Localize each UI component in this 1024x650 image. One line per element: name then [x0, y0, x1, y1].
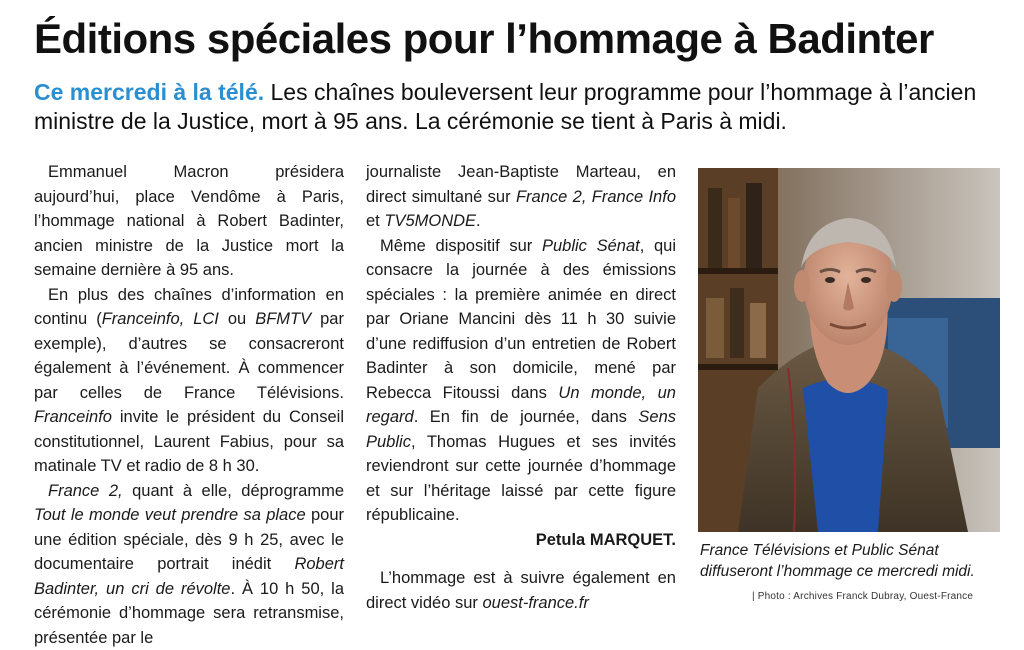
lede-text: Les chaînes bouleversent leur programme pour l’hommage à l’ancien ministre de la Justice, mort à 95 ans. La cérémonie se tient à Paris à midi. — [34, 79, 976, 134]
author-signature: Petula MARQUET. — [366, 528, 676, 553]
paragraph-public-senat — [366, 234, 676, 528]
article-column-2 — [366, 160, 676, 615]
program-name: Robert Badinter, un cri de révolte — [34, 555, 344, 598]
channel-name: Public Sénat — [542, 237, 640, 255]
text-run: . — [476, 212, 481, 230]
text-run: . En fin de journée, dans — [414, 408, 639, 426]
channel-name: Franceinfo — [34, 408, 112, 426]
channel-name: France 2, — [48, 482, 123, 500]
program-name: Un monde, un regard — [366, 384, 676, 427]
paragraph-channels — [34, 283, 344, 479]
channel-name: France 2, France Info — [516, 188, 676, 206]
text-run: par exemple), d’autres se consacreront également à l’événement. À commencer par celles de France Télévisions. — [34, 310, 344, 402]
channel-name: Franceinfo, LCI — [102, 310, 219, 328]
portrait-photo — [698, 168, 1000, 532]
text-run: ou — [219, 310, 255, 328]
text-run: journaliste Jean-Baptiste Marteau, en direct simultané sur — [366, 163, 676, 206]
channel-name: TV5MONDE — [384, 212, 476, 230]
text-run: . À 10 h 50, la cérémonie d’hommage sera retransmise, présentée par le — [34, 580, 344, 647]
text-run: et — [366, 212, 384, 230]
text-run: L’hommage est à suivre également en direct vidéo sur — [366, 569, 676, 612]
text-run: invite le président du Conseil constitutionnel, Laurent Fabius, pour sa matinale TV et radio de 8 h 30. — [34, 408, 344, 475]
paragraph-france2 — [34, 479, 344, 650]
portrait-illustration — [698, 168, 1000, 532]
paragraph-gap — [366, 552, 676, 566]
website-link[interactable]: ouest-france.fr — [482, 594, 588, 612]
channel-name: BFMTV — [255, 310, 311, 328]
paragraph-continued — [366, 160, 676, 234]
text-run: Même dispositif sur — [380, 237, 542, 255]
text-run: , qui consacre la journée à des émissions spéciales : la première animée en direct par Oriane Mancini dès 11 h 30 suivie d’une rediffusion d’un entretien de Robert Badinter à son domicile, mené par Rebecca Fitoussi dans — [366, 237, 676, 402]
article-column-1 — [34, 160, 344, 650]
photo-credit: | Photo : Archives Franck Dubray, Ouest-France — [752, 591, 973, 602]
photo-caption: France Télévisions et Public Sénat diffuseront l’hommage ce mercredi midi. — [700, 540, 1006, 582]
text-run: pour une édition spéciale, dès 9 h 25, avec le documentaire portrait inédit — [34, 506, 344, 573]
paragraph-online — [366, 566, 676, 615]
text-run: quant à elle, déprogramme — [123, 482, 344, 500]
program-name: Tout le monde veut prendre sa place — [34, 506, 306, 524]
headline: Éditions spéciales pour l’hommage à Badinter — [34, 14, 1004, 64]
program-name: Sens Public — [366, 408, 676, 451]
paragraph-intro: Emmanuel Macron présidera aujourd’hui, place Vendôme à Paris, l’hommage national à Robert Badinter, ancien ministre de la Justice mort la semaine dernière à 95 ans. — [34, 160, 344, 283]
lede — [34, 78, 1004, 136]
lede-kicker: Ce mercredi à la télé. — [34, 79, 264, 105]
text-run: En plus des chaînes d’information en continu ( — [34, 286, 344, 329]
text-run: , Thomas Hugues et ses invités reviendront sur cette journée d’hommage et sur l’héritage laissé par cette figure républicaine. — [366, 433, 676, 525]
